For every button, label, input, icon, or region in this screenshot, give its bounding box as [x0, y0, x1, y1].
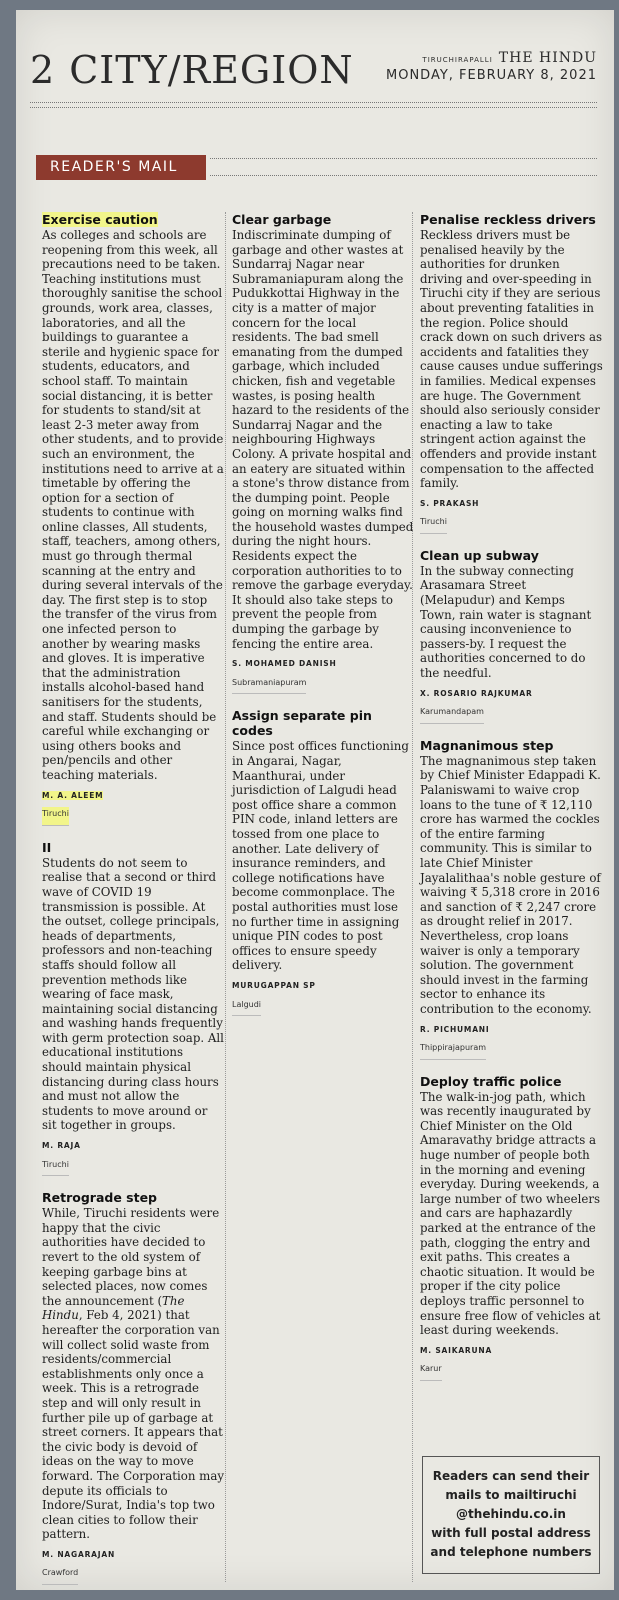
letter-place: Subramaniapuram — [232, 676, 306, 695]
submission-notice — [422, 1456, 600, 1574]
letter — [42, 212, 225, 826]
letter-body — [42, 1206, 225, 1542]
letter — [420, 548, 603, 724]
letter-title: Deploy traffic police — [420, 1073, 562, 1089]
letter-title: Magnanimous step — [420, 737, 554, 753]
letter-author: M. A. ALEEM — [42, 790, 104, 800]
letter-place: Tiruchi — [420, 515, 447, 534]
letter-title: Exercise caution — [42, 212, 158, 227]
letter-body-part: , Feb 4, 2021) that hereafter the corporation van will collect solid waste from residents/commercial establishments only once a week. This is a retrograde step and will only result in further pile up of garbage at street corners. It appears that the civic body is devoid of ideas on the way to move forward. The Corporation may depute its officials to Indore/Surat, India's top two clean cities to follow their pattern. — [42, 1308, 225, 1542]
notice-line: with full postal address — [431, 1526, 591, 1540]
page-header — [30, 48, 354, 92]
letter-body: In the subway connecting Arasamara Street (Melapudur) and Kemps Town, rain water is stagnant causing inconvenience to passers-by. I request the authorities concerned to do the needful. — [420, 563, 592, 681]
issue-date: MONDAY, FEBRUARY 8, 2021 — [386, 68, 597, 83]
letter-place: Thippirajapuram — [420, 1041, 486, 1060]
edition-city: TIRUCHIRAPALLI — [422, 56, 493, 64]
letter — [420, 738, 603, 1060]
section-rule — [210, 158, 597, 176]
letter-author: M. RAJA — [42, 1141, 81, 1151]
letter-author: S. PRAKASH — [420, 498, 480, 508]
page-number: 2 — [30, 48, 56, 92]
letter-place: Lalgudi — [232, 998, 261, 1017]
letter-place: Karur — [420, 1362, 442, 1381]
edition-info — [386, 47, 597, 83]
letter — [232, 708, 415, 1016]
letter-author: R. PICHUMANI — [420, 1024, 490, 1034]
notice-line: and telephone numbers — [430, 1545, 592, 1559]
letter-author: M. NAGARAJAN — [42, 1549, 116, 1559]
letter-body-italic: The Hindu — [42, 1293, 185, 1323]
letter-body: Indiscriminate dumping of garbage and other wastes at Sundarraj Nagar near Subramaniapuram along the Pudukkottai Highway in the city is a matter of major concern for the local residents. The bad smell emanating from the dumped garbage, which included chicken, fish and vegetable wastes, is posing health hazard to the residents of the Sundarraj Nagar and the neighbouring Highways Colony. A private hospital and an eatery are situated within a stone's throw distance from the dumping point. People going on morning walks find the household wastes dumped during the night hours. Residents expect the corporation authorities to to remove the garbage everyday. It should also take steps to prevent the people from dumping the garbage by fencing the entire area. — [232, 228, 414, 651]
letter-body-part: While, Tiruchi residents were happy that the civic authorities have decided to revert to the old system of keeping garbage bins at selected places, now comes the announcement ( — [42, 1206, 220, 1308]
letter-title: Penalise reckless drivers — [420, 212, 596, 227]
letter-body: Since post offices functioning in Angarai, Nagar, Maanthurai, under jurisdiction of Lalgudi head post office share a common PIN code, inland letters are tossed from one place to another. Late delivery of insurance reminders, and college notifications have become commonplace. The postal authorities must lose no further time in assigning unique PIN codes to post offices to ensure speedy delivery. — [232, 739, 409, 973]
letter-author: MURUGAPPAN SP — [232, 980, 316, 990]
masthead-rule — [30, 102, 597, 108]
column-divider — [225, 212, 226, 1582]
letter — [42, 840, 225, 1176]
letter-place: Tiruchi — [42, 1158, 69, 1177]
notice-email: @thehindu.co.in — [456, 1507, 566, 1521]
section-name: CITY/REGION — [69, 48, 354, 92]
letter-body: As colleges and schools are reopening from this week, all precautions need to be taken. Teaching institutions must thoroughly sanitise the school grounds, work area, classes, laboratories, and all the buildings to guarantee a sterile and hygienic space for students, educators, and school staff. To maintain social distancing, it is better for students to stand/sit at least 2-3 meter away from other students, and to provide such an environment, the institutions need to arrive at a timetable by offering the option for a section of students to continue with online classes, All students, staff, teachers, among others, must go through thermal scanning at the entry and during several intervals of the day. The first step is to stop the transfer of the virus from one infected person to another by wearing masks and gloves. It is imperative that the administration installs alcohol-based hand sanitisers for the students, and staff. Students should be careful while exchanging or using others books and pen/pencils and other teaching materials. — [42, 228, 224, 782]
column-1 — [42, 212, 225, 1599]
paper-name: THE HINDU — [498, 50, 597, 66]
letter-author: M. SAIKARUNA — [420, 1345, 493, 1355]
letter-place: Crawford — [42, 1566, 78, 1585]
letter — [42, 1190, 225, 1585]
notice-line: Readers can send their — [432, 1469, 590, 1483]
letter-place: Tiruchi — [42, 807, 69, 826]
letter-author: X. ROSARIO RAJKUMAR — [420, 688, 533, 698]
column-3 — [420, 212, 603, 1395]
column-2 — [232, 212, 415, 1030]
letter-body: Students do not seem to realise that a second or third wave of COVID 19 transmission is possible. At the outset, college principals, heads of departments, professors and non-teaching staffs should follow all prevention methods like wearing of face mask, maintaining social distancing and washing hands frequently with germ protection soap. All educational institutions should maintain physical distancing during class hours and must not allow the students to move around or sit together in groups. — [42, 855, 224, 1133]
letter-title: Clear garbage — [232, 212, 332, 227]
letter — [420, 212, 603, 534]
section-title: READER'S MAIL — [36, 155, 206, 180]
letter-title: Retrograde step — [42, 1190, 157, 1206]
letter-body: The magnanimous step taken by Chief Minister Edappadi K. Palaniswami to waive crop loans to the tune of ₹ 12,110 crore has warmed the cockles of the entire farming community. This is similar to late Chief Minister Jayalalithaa's noble gesture of waiving ₹ 5,318 crore in 2016 and sanction of ₹ 2,247 crore as drought relief in 2017. Nevertheless, crop loans waiver is only a temporary solution. The government should invest in the farming sector to enhance its contribution to the economy. — [420, 753, 601, 1016]
letter — [232, 212, 415, 694]
letter-title: Assign separate pin codes — [232, 708, 372, 739]
letter-place: Karumandapam — [420, 705, 484, 724]
letter-author: S. MOHAMED DANISH — [232, 659, 337, 669]
letter-title: Clean up subway — [420, 547, 539, 563]
letter — [420, 1074, 603, 1381]
notice-line: mails to mailtiruchi — [445, 1488, 577, 1502]
letter-title: II — [42, 839, 52, 855]
letter-body: The walk-in-jog path, which was recently inaugurated by Chief Minister on the Old Amaravathy bridge attracts a huge number of people both in the morning and evening everyday. During weekends, a large number of two wheelers and cars are haphazardly parked at the entrance of the path, clogging the entry and exit paths. This creates a chaotic situation. It would be proper if the city police deploys traffic personnel to ensure free flow of vehicles at least during weekends. — [420, 1089, 601, 1338]
letter-body: Reckless drivers must be penalised heavily by the authorities for drunken driving and over-speeding in Tiruchi city if they are serious about preventing fatalities in the region. Police should crack down on such drivers as accidents and fatalities they cause causes undue sufferings in families. Medical expenses are huge. The Government should also seriously consider enacting a law to take stringent action against the offenders and provide instant compensation to the affected family. — [420, 228, 603, 491]
